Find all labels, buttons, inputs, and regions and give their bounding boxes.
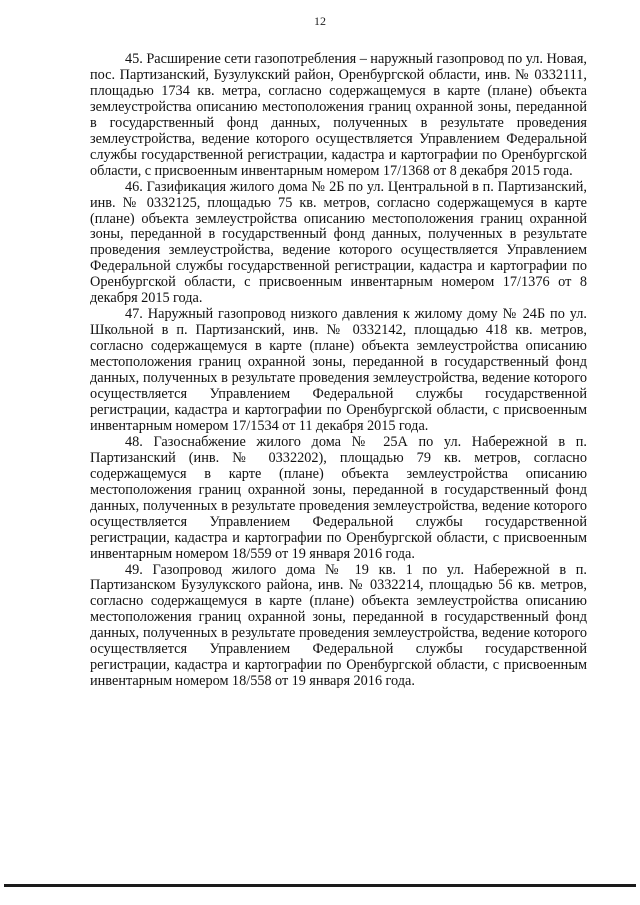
paragraph-item-49: 49. Газопровод жилого дома № 19 кв. 1 по ул. Набережной в п. Партизанском Бузулукского района, инв. № 0332214, площадью 56 кв. метров, согласно содержащемуся в карте (плане) объекта землеустройства описанию местоположения границ охранной зоны, переданной в государственный фонд данных, полученных в результате проведения землеустройства, ведение которого осуществляется Управлением Федеральной службы государственной регистрации, кадастра и картографии по Оренбургской области, с присвоенным инвентарным номером 18/558 от 19 января 2016 года.	[90, 561, 587, 690]
document-body	[90, 52, 587, 690]
paragraph-item-48: 48. Газоснабжение жилого дома № 25А по ул. Набережной в п. Партизанский (инв. № 0332202), площадью 79 кв. метров, согласно содержащемуся в карте (плане) объекта землеустройства описанию местоположения границ охранной зоны, переданной в государственный фонд данных, полученных в результате проведения землеустройства, ведение которого осуществляется Управлением Федеральной службы государственной регистрации, кадастра и картографии по Оренбургской области, с присвоенным инвентарным номером 18/559 от 19 января 2016 года.	[90, 433, 587, 562]
page-number: 12	[314, 14, 326, 28]
bottom-divider	[4, 884, 636, 887]
paragraph-item-47: 47. Наружный газопровод низкого давления к жилому дому № 24Б по ул. Школьной в п. Партизанский, инв. № 0332142, площадью 418 кв. метров, согласно содержащемуся в карте (плане) объекта землеустройства описанию местоположения границ охранной зоны, переданной в государственный фонд данных, полученных в результате проведения землеустройства, ведение которого осуществляется Управлением Федеральной службы государственной регистрации, кадастра и картографии по Оренбургской области, с присвоенным инвентарным номером 17/1534 от 11 декабря 2015 года.	[90, 306, 587, 434]
paragraph-item-45: 45. Расширение сети газопотребления – наружный газопровод по ул. Новая, пос. Партизанский, Бузулукский район, Оренбургской области, инв. № 0332111, площадью 1734 кв. метра, согласно содержащемуся в карте (плане) объекта землеустройства описанию местоположения границ охранной зоны, переданной в государственный фонд данных, полученных в результате проведения землеустройства, ведение которого осуществляется Управлением Федеральной службы государственной регистрации, кадастра и картографии по Оренбургской области, с присвоенным инвентарным номером 17/1368 от 8 декабря 2015 года.	[90, 51, 587, 179]
paragraph-item-46: 46. Газификация жилого дома № 2Б по ул. Центральной в п. Партизанский, инв. № 0332125, площадью 75 кв. метров, согласно содержащемуся в карте (плане) объекта землеустройства описанию местоположения границ охранной зоны, переданной в государственный фонд данных, полученных в результате проведения землеустройства, ведение которого осуществляется Управлением Федеральной службы государственной регистрации, кадастра и картографии по Оренбургской области, с присвоенным инвентарным номером 17/1376 от 8 декабря 2015 года.	[90, 178, 587, 307]
